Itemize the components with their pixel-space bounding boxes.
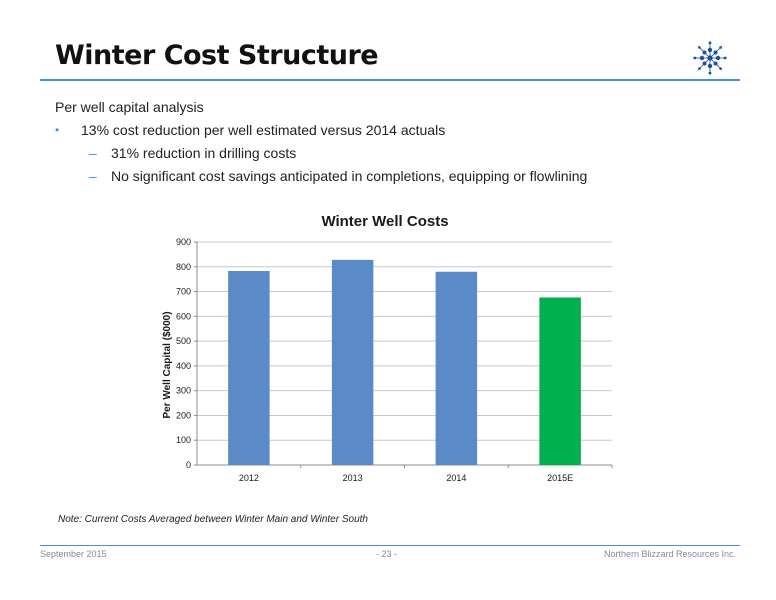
y-tick-label: 0 <box>185 460 191 470</box>
snowflake-logo-icon <box>690 38 730 78</box>
bullet-text: 13% cost reduction per well estimated versus 2014 actuals <box>81 122 446 138</box>
bar-2012 <box>228 271 270 465</box>
title-divider <box>40 79 740 81</box>
footer-divider <box>40 545 740 546</box>
y-tick-label: 900 <box>175 237 191 247</box>
x-tick-label: 2014 <box>446 473 467 483</box>
y-tick-label: 300 <box>175 385 191 396</box>
page-number: - 23 - <box>376 549 398 559</box>
bar-2015e <box>539 298 581 465</box>
y-axis-label: Per Well Capital ($000) <box>162 311 173 419</box>
y-tick-label: 500 <box>175 336 191 347</box>
page-title: Winter Cost Structure <box>55 40 379 71</box>
sub-bullet-text: 31% reduction in drilling costs <box>111 145 297 161</box>
sub-bullet-item <box>55 165 587 188</box>
bullet-list <box>55 96 587 188</box>
dash-icon: – <box>89 145 97 161</box>
winter-well-costs-chart <box>150 200 630 500</box>
bar-2013 <box>332 260 374 465</box>
y-tick-label: 700 <box>175 286 191 297</box>
y-tick-label: 600 <box>175 311 191 322</box>
bullet-item <box>55 119 587 142</box>
x-tick-label: 2015E <box>547 473 574 483</box>
footer-date: September 2015 <box>40 549 107 559</box>
intro-text: Per well capital analysis <box>55 99 204 115</box>
dash-icon: – <box>89 168 97 184</box>
x-tick-label: 2012 <box>238 473 259 483</box>
chart-title: Winter Well Costs <box>321 213 449 230</box>
chart-note: Note: Current Costs Averaged between Winter Main and Winter South <box>58 514 368 525</box>
y-tick-label: 800 <box>175 261 191 272</box>
y-tick-label: 400 <box>175 360 191 371</box>
y-tick-label: 200 <box>175 410 191 421</box>
sub-bullet-item <box>55 142 587 165</box>
bar-2014 <box>436 272 478 465</box>
footer-company: Northern Blizzard Resources Inc. <box>603 549 736 559</box>
x-tick-label: 2013 <box>342 473 363 483</box>
bullet-dot-icon: • <box>55 123 60 137</box>
sub-bullet-text: No significant cost savings anticipated in completions, equipping or flowlining <box>111 168 588 184</box>
y-tick-label: 100 <box>175 435 191 446</box>
